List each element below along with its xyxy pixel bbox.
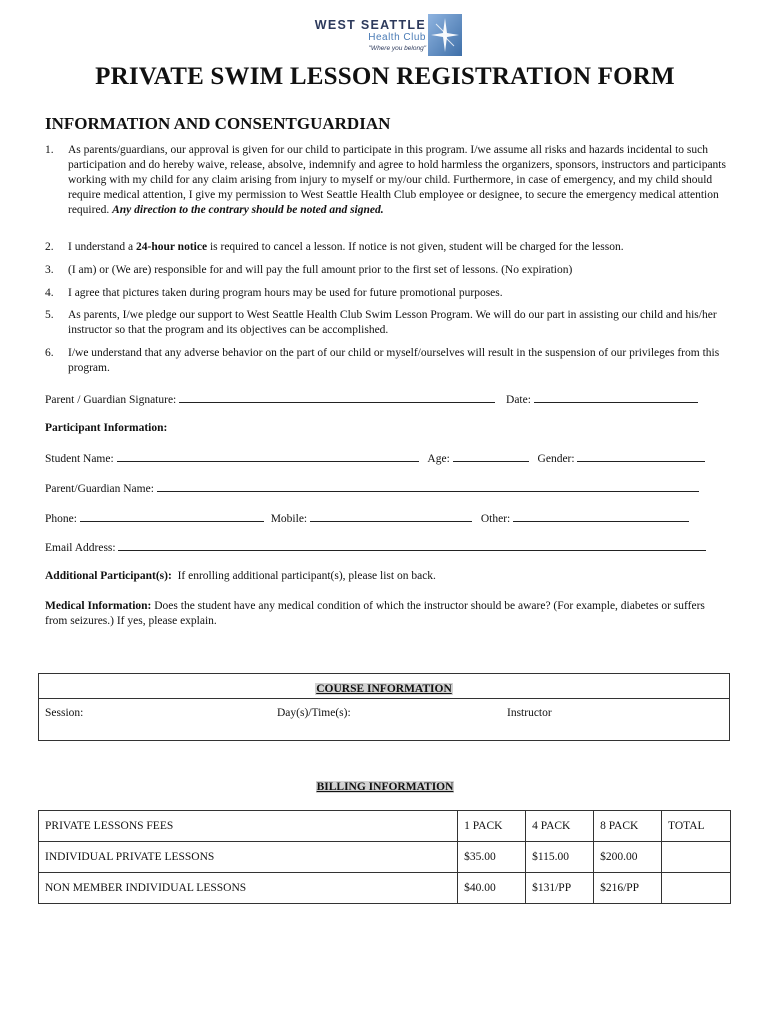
item-text: As parents/guardians, our approval is given for our child to participate in this program. I/we assume all risks and hazards incidental to such participation and do hereby waive, release, absolve, indemnify and agree to hold harmless the organizers, sponsors, instructors and participants working with my child for any claim arising from injury to myself or my/our child. Furthermore, in case of emergency, and my child should require medical attention, I give my permission to West Seattle Health Club employee or designee, to secure the emergency medical attention required.: [68, 144, 726, 216]
consent-item-3: [45, 263, 729, 278]
additional-text: If enrolling additional participant(s), please list on back.: [177, 570, 436, 582]
days-times-label[interactable]: Day(s)/Time(s):: [277, 707, 351, 719]
star-logo-icon: [428, 14, 462, 56]
date-field[interactable]: [534, 391, 698, 403]
student-name-field[interactable]: [117, 450, 419, 462]
west-seattle-logo: [300, 14, 470, 58]
consent-item-4: [45, 286, 729, 301]
billing-title: BILLING INFORMATION: [316, 781, 454, 793]
phone-label: Phone:: [45, 513, 77, 525]
signature-field[interactable]: [179, 391, 495, 403]
phone-row: [45, 510, 689, 527]
consent-item-1: [45, 143, 729, 218]
signature-label: Parent / Guardian Signature:: [45, 394, 177, 406]
item-number: 2.: [45, 241, 54, 253]
table-row: [39, 873, 731, 904]
logo-line1: WEST SEATTLE: [314, 18, 426, 32]
table-row: [39, 811, 731, 842]
gender-field[interactable]: [577, 450, 705, 462]
phone-field[interactable]: [80, 510, 264, 522]
billing-cell: $200.00: [594, 842, 662, 873]
billing-cell: 4 PACK: [526, 811, 594, 842]
guardian-row: [45, 480, 699, 497]
logo-tagline: "Where you belong": [368, 45, 426, 52]
item-number: 5.: [45, 309, 54, 321]
medical-label: Medical Information:: [45, 600, 152, 612]
consent-item-2: [45, 240, 729, 255]
billing-cell: 8 PACK: [594, 811, 662, 842]
guardian-name-field[interactable]: [157, 480, 699, 492]
email-label: Email Address:: [45, 542, 116, 554]
mobile-field[interactable]: [310, 510, 472, 522]
age-field[interactable]: [453, 450, 529, 462]
total-cell[interactable]: [662, 873, 731, 904]
billing-cell: 1 PACK: [458, 811, 526, 842]
item-text: I/we understand that any adverse behavior on the part of our child or myself/ourselves will result in the suspension of our privileges from this program.: [68, 347, 720, 374]
mobile-label: Mobile:: [270, 513, 308, 525]
consent-item-6: [45, 346, 729, 376]
item-number: 3.: [45, 264, 54, 276]
logo-line2: Health Club: [368, 32, 426, 43]
billing-cell: $131/PP: [526, 873, 594, 904]
other-label: Other:: [480, 513, 511, 525]
billing-cell: $216/PP: [594, 873, 662, 904]
billing-table: [38, 810, 731, 904]
session-label[interactable]: Session:: [45, 707, 84, 719]
medical-text: Does the student have any medical condition of which the instructor should be aware? (For example, diabetes or suffers from seizures.) If yes, please explain.: [45, 600, 705, 627]
participant-heading: Participant Information:: [45, 422, 168, 434]
item-emphasis: Any direction to the contrary should be noted and signed.: [112, 204, 384, 216]
billing-cell: PRIVATE LESSONS FEES: [39, 811, 458, 842]
email-field[interactable]: [118, 539, 706, 551]
item-text: As parents, I/we pledge our support to West Seattle Health Club Swim Lesson Program. We will do our part in assisting our child and his/her instructor so that the program and its objectives can be accomplished.: [68, 309, 717, 336]
item-text: I understand a: [68, 241, 134, 253]
billing-cell: NON MEMBER INDIVIDUAL LESSONS: [39, 873, 458, 904]
item-number: 6.: [45, 347, 54, 359]
total-cell[interactable]: [662, 842, 731, 873]
item-number: 4.: [45, 287, 54, 299]
student-row: [45, 450, 705, 467]
billing-cell: $35.00: [458, 842, 526, 873]
additional-participants: [45, 569, 729, 584]
form-title: PRIVATE SWIM LESSON REGISTRATION FORM: [95, 63, 675, 90]
course-header: [39, 674, 729, 699]
item-bold-notice: 24-hour notice: [136, 241, 208, 253]
billing-cell: $115.00: [526, 842, 594, 873]
guardian-name-label: Parent/Guardian Name:: [45, 483, 154, 495]
age-label: Age:: [427, 453, 450, 465]
additional-label: Additional Participant(s):: [45, 570, 172, 582]
course-title: COURSE INFORMATION: [316, 683, 452, 695]
date-label: Date:: [506, 394, 531, 406]
table-row: [39, 842, 731, 873]
medical-information: [45, 599, 729, 629]
billing-cell: $40.00: [458, 873, 526, 904]
signature-row: [45, 391, 698, 408]
item-text-after: is required to cancel a lesson. If notice is not given, student will be charged for the lesson.: [209, 241, 624, 253]
gender-label: Gender:: [537, 453, 575, 465]
billing-cell: TOTAL: [662, 811, 731, 842]
instructor-label[interactable]: Instructor: [507, 707, 552, 719]
other-field[interactable]: [513, 510, 689, 522]
student-name-label: Student Name:: [45, 453, 114, 465]
consent-item-5: [45, 308, 729, 338]
consent-heading: INFORMATION AND CONSENTGUARDIAN: [45, 114, 391, 133]
item-text: I agree that pictures taken during program hours may be used for future promotional purposes.: [68, 287, 503, 299]
email-row: [45, 539, 706, 556]
course-information-box: [38, 673, 730, 741]
item-number: 1.: [45, 144, 54, 156]
item-text: (I am) or (We are) responsible for and will pay the full amount prior to the first set of lessons. (No expiration): [68, 264, 573, 276]
logo-text: [302, 14, 426, 54]
billing-cell: INDIVIDUAL PRIVATE LESSONS: [39, 842, 458, 873]
